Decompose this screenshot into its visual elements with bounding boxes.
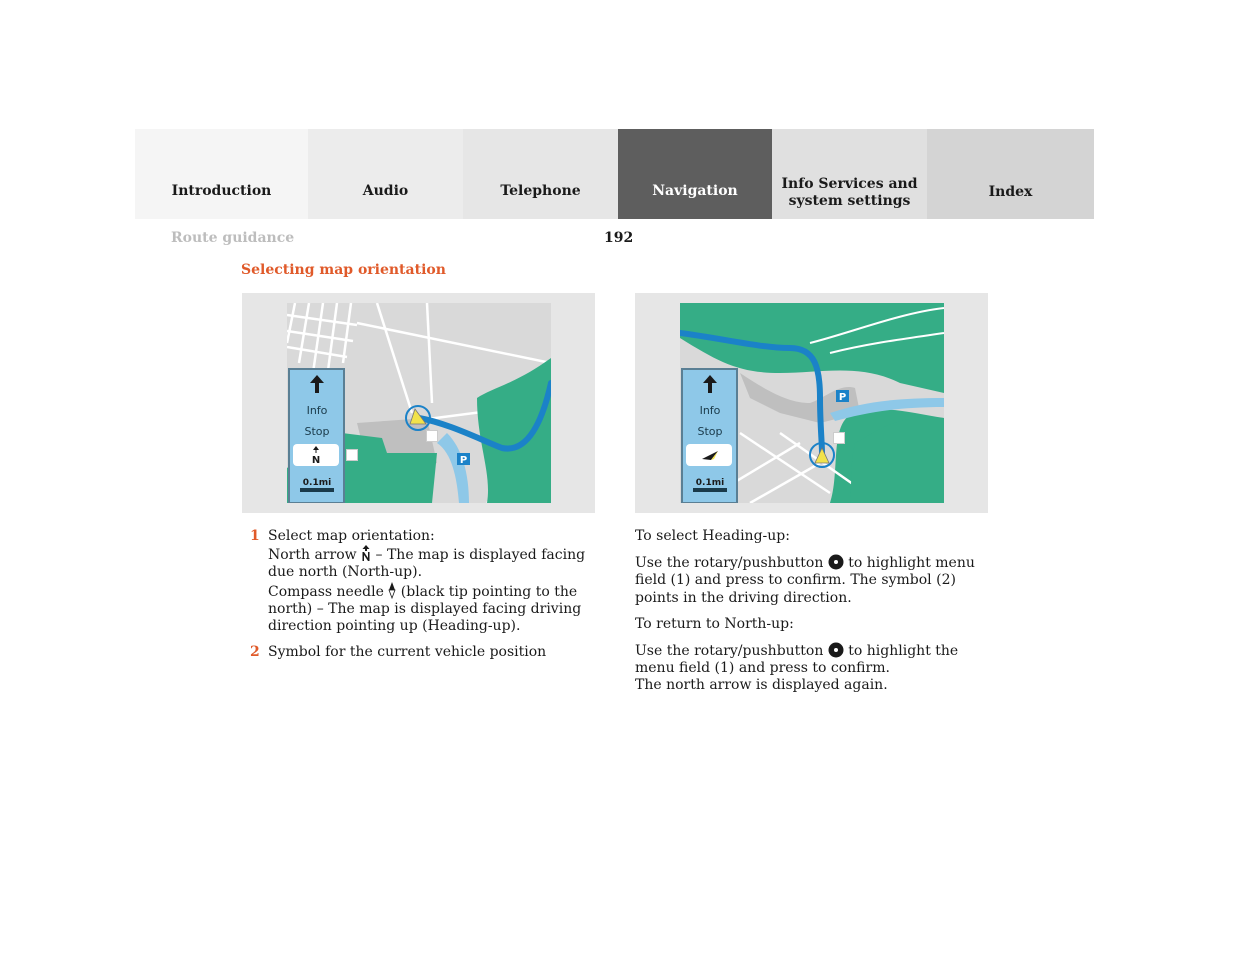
menu-north-left: N bbox=[311, 455, 321, 466]
tab-introduction-label: Introduction bbox=[171, 183, 272, 199]
parking-label-right: P bbox=[838, 392, 847, 403]
item1-north bbox=[268, 545, 595, 581]
section-label: Route guidance bbox=[171, 230, 295, 246]
tab-navigation[interactable] bbox=[618, 129, 772, 219]
chapter-tab-bar bbox=[135, 129, 1094, 219]
right-text-column bbox=[635, 528, 987, 704]
tab-info-services-line1: Info Services and bbox=[781, 176, 918, 192]
heading-up-instruction bbox=[635, 554, 987, 607]
map-menu-panel-right bbox=[682, 369, 737, 503]
parking-label-left: P bbox=[459, 455, 468, 466]
item2-text: Symbol for the current vehicle position bbox=[268, 644, 547, 661]
tab-telephone-label: Telephone bbox=[500, 183, 581, 199]
heading-up-suffix: to highlight menu field (1) and press to confirm. The symbol (2) points in the driving direction. bbox=[635, 555, 975, 606]
item1-compass-suffix: (black tip pointing to the north) – The map is displayed facing driving direction pointing up (Heading-up). bbox=[268, 583, 582, 635]
tab-info-services[interactable] bbox=[772, 129, 927, 219]
menu-stop-right[interactable]: Stop bbox=[697, 425, 723, 438]
compass-needle-icon bbox=[388, 582, 396, 599]
rotary-pushbutton-icon bbox=[828, 554, 844, 570]
tab-introduction[interactable] bbox=[135, 129, 308, 219]
list-number-1: 1 bbox=[250, 528, 260, 544]
tab-telephone[interactable] bbox=[463, 129, 618, 219]
menu-scale-left: 0.1mi bbox=[302, 478, 332, 488]
menu-info-right[interactable]: Info bbox=[699, 404, 721, 417]
item1-north-prefix: North arrow bbox=[268, 547, 357, 564]
tab-info-services-line2: system settings bbox=[788, 193, 911, 209]
tab-navigation-label: Navigation bbox=[652, 183, 738, 199]
north-arrow-icon bbox=[361, 545, 371, 562]
list-item-1 bbox=[250, 528, 595, 635]
menu-stop-left[interactable]: Stop bbox=[304, 425, 330, 438]
heading-up-map bbox=[680, 303, 944, 503]
north-up-map bbox=[287, 303, 551, 503]
item1-compass bbox=[268, 582, 595, 636]
item1-north-suffix: – The map is displayed facing due north (North-up). bbox=[268, 547, 586, 581]
callout-2-right bbox=[833, 432, 845, 444]
north-up-map-figure bbox=[242, 293, 595, 513]
heading-up-map-figure bbox=[635, 293, 988, 513]
rotary-pushbutton-icon bbox=[828, 642, 844, 658]
north-up-result: The north arrow is displayed again. bbox=[635, 677, 888, 694]
heading-up-intro: To select Heading-up: bbox=[635, 528, 790, 544]
north-up-prefix: Use the rotary/pushbutton bbox=[635, 643, 824, 660]
item1-intro: Select map orientation: bbox=[268, 528, 435, 544]
tab-info-services-label bbox=[781, 176, 917, 210]
north-up-intro: To return to North-up: bbox=[635, 615, 794, 632]
heading-up-prefix: Use the rotary/pushbutton bbox=[635, 555, 824, 572]
page-number: 192 bbox=[604, 230, 634, 246]
callout-2-left bbox=[426, 430, 438, 442]
page-heading: Selecting map orientation bbox=[241, 262, 446, 278]
callout-1-left bbox=[346, 449, 358, 461]
north-up-instruction bbox=[635, 642, 987, 695]
tab-index[interactable] bbox=[927, 129, 1094, 219]
tab-audio[interactable] bbox=[308, 129, 463, 219]
list-item-2 bbox=[250, 644, 595, 661]
left-text-column bbox=[250, 528, 595, 670]
menu-scale-right: 0.1mi bbox=[695, 478, 725, 488]
north-up-suffix: to highlight the menu field (1) and press to confirm. bbox=[635, 643, 959, 677]
tab-index-label: Index bbox=[988, 184, 1033, 200]
item1-compass-prefix: Compass needle bbox=[268, 583, 384, 600]
orientation-field-right[interactable] bbox=[686, 444, 732, 466]
menu-info-left[interactable]: Info bbox=[306, 404, 328, 417]
tab-audio-label: Audio bbox=[362, 183, 409, 199]
map-menu-panel-left bbox=[289, 369, 344, 503]
list-number-2: 2 bbox=[250, 644, 260, 661]
